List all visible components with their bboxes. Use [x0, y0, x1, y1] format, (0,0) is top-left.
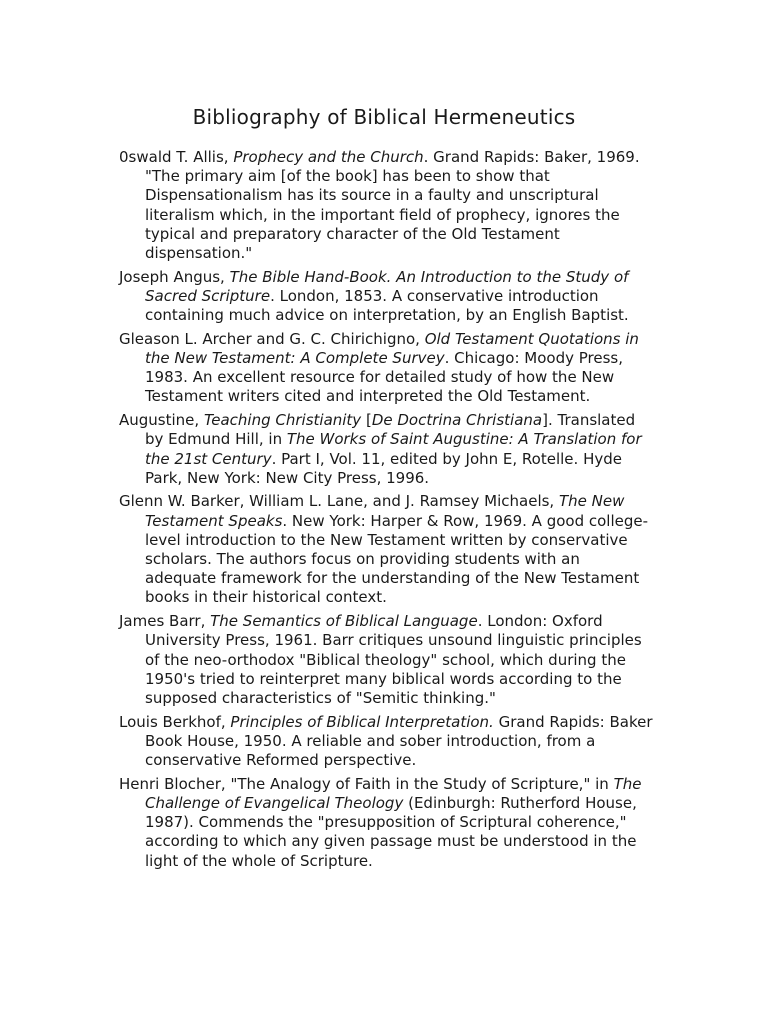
bibliography-entry: [119, 775, 653, 871]
entry-text: . Chicago: Moody Press, 1983. An excellent resource for detailed study of how the New Testament writers cited and interpreted the Old Testament.: [145, 349, 623, 406]
entry-text: Joseph Angus,: [119, 267, 230, 286]
entry-text: Glenn W. Barker, William L. Lane, and J. Ramsey Michaels,: [119, 492, 559, 511]
bibliography-entry: [119, 330, 653, 407]
bibliography-entry: [119, 713, 653, 771]
entry-title-text: Principles of Biblical Interpretation.: [230, 712, 494, 731]
entry-text: Grand Rapids: Baker Book House, 1950. A reliable and sober introduction, from a conservative Reformed perspective.: [145, 712, 653, 770]
entry-title-text: The Bible Hand-Book. An Introduction to the Study of Sacred Scripture: [145, 267, 629, 305]
entry-title-text: The Challenge of Evangelical Theology: [145, 774, 642, 812]
entry-text: Augustine,: [119, 411, 204, 430]
entry-text: [: [361, 411, 372, 430]
entry-text: (Edinburgh: Rutherford House, 1987). Commends the "presupposition of Scriptural coherence," according to which any given passage must be understood in the light of the whole of Scripture.: [145, 794, 637, 870]
entry-text: Louis Berkhof,: [119, 712, 231, 731]
entry-title-text: The Semantics of Biblical Language: [210, 612, 478, 631]
entry-text: Henri Blocher, "The Analogy of Faith in the Study of Scripture," in: [119, 774, 614, 793]
entry-title-text: Old Testament Quotations in the New Testament: A Complete Survey: [145, 329, 639, 368]
entry-text: Gleason L. Archer and G. C. Chirichigno,: [119, 329, 425, 348]
entry-text: James Barr,: [119, 612, 211, 631]
entry-title-text: Teaching Christianity: [203, 411, 362, 430]
bibliography-entry: [119, 268, 653, 326]
entry-title-text: De Doctrina Christiana: [371, 411, 543, 430]
entry-text: . Grand Rapids: Baker, 1969. "The primary aim [of the book] has been to show that Dispensationalism has its source in a faulty and unscriptural literalism which, in the important field of prophecy, ignores the typical and preparatory character of the Old Testament dispensation.": [145, 148, 640, 263]
bibliography-entry: [119, 492, 653, 607]
entry-text: . London, 1853. A conservative introduction containing much advice on interpretation, by an English Baptist.: [145, 286, 629, 325]
entry-text: ]. Translated by Edmund Hill, in: [145, 411, 636, 449]
entry-text: 0swald T. Allis,: [119, 148, 234, 166]
bibliography-entry: [119, 612, 653, 708]
entry-title-text: The Works of Saint Augustine: A Translation for the 21st Century: [145, 430, 642, 468]
bibliography-list: [119, 148, 653, 875]
bibliography-entry: [119, 148, 653, 263]
entry-title-text: Prophecy and the Church: [233, 148, 424, 166]
entry-text: . London: Oxford University Press, 1961. Barr critiques unsound linguistic principles of the neo-orthodox "Biblical theology" school, which during the 1950's tried to reinterpret many biblical words according to the supposed characteristics of "Semitic thinking.": [145, 612, 642, 707]
entry-text: . New York: Harper & Row, 1969. A good college-level introduction to the New Testament written by conservative scholars. The authors focus on providing students with an adequate framework for the understanding of the New Testament books in their historical context.: [145, 511, 649, 607]
bibliography-entry: [119, 411, 653, 488]
entry-text: . Part I, Vol. 11, edited by John E, Rotelle. Hyde Park, New York: New City Press, 1996.: [145, 449, 622, 487]
page-title: Bibliography of Biblical Hermeneutics: [192, 105, 576, 129]
entry-title-text: The New Testament Speaks: [145, 492, 625, 530]
